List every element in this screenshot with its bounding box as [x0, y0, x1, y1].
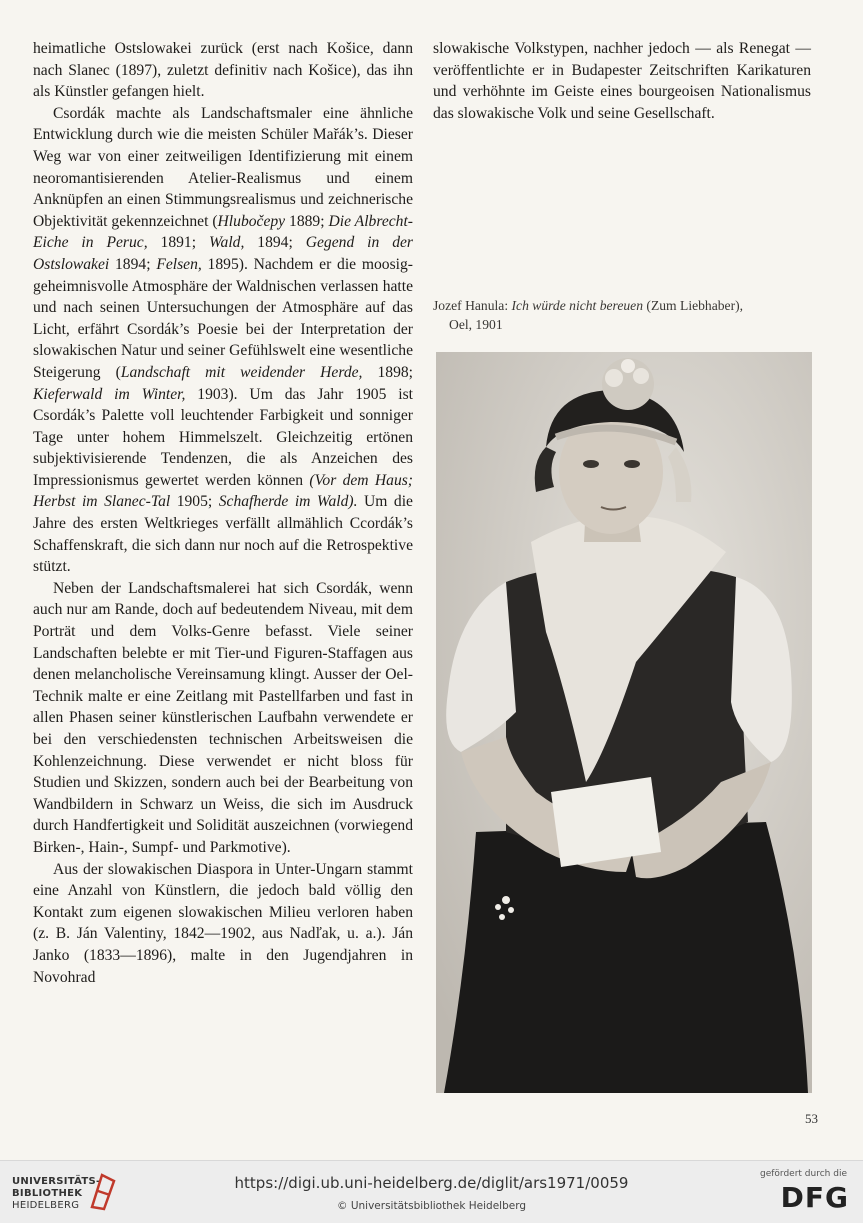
text-run: 1905; — [170, 493, 219, 511]
dfg-logo[interactable]: DFG — [780, 1181, 849, 1214]
text-run: 1903). Um das Jahr 1905 ist Csordák’s Palette voll leuchtender Farbigkeit und sonniger Tage unter hohem Himmelszelt. Gleichzeitig ertönen subjektivisierende Tendenzen, die als Anzeichen des Impressionismus gewertet werden können — [33, 385, 414, 489]
viewer-footer — [0, 1160, 863, 1223]
text-run: Csordák machte als Landschaftsmaler eine ähnliche Entwicklung durch wie die meisten Schüler Mařák’s. Dieser Weg war von einer zeitweiligen Identifizierung mit einem neoromantisierenden Atelier-Realismus und einem Anknüpfen an einen Stimmungsrealismus und zeichnerische Objektivität gekennzeichnet ( — [33, 104, 413, 230]
portrait-photograph — [436, 352, 812, 1093]
text-run: 1889; — [285, 212, 329, 230]
funding-label: gefördert durch die — [760, 1169, 847, 1179]
paragraph-1: heimatliche Ostslowakei zurück (erst nach Košice, dann nach Slanec (1897), zuletzt definitiv nach Košice), das ihn als Künstler gefangen hielt. — [33, 40, 413, 101]
artwork-title: Wald, — [208, 234, 245, 252]
artwork-title: Schafherde im Wald). — [218, 493, 358, 511]
figure-caption — [433, 296, 813, 334]
artwork-title: Kieferwald im Winter, — [33, 385, 186, 403]
text-run: 1891; — [147, 234, 209, 252]
caption-author: Jozef Hanula: — [433, 298, 512, 313]
portrait-image — [436, 352, 812, 1093]
text-run: 1898; — [362, 363, 414, 381]
ub-heidelberg-logo[interactable]: UNIVERSITÄTS- BIBLIOTHEK HEIDELBERG — [12, 1176, 101, 1211]
artwork-title: Landschaft mit weidender Herde, — [120, 363, 363, 381]
caption-medium-year: Oel, 1901 — [449, 317, 503, 332]
caption-title: Ich würde nicht bereuen — [511, 298, 644, 313]
paragraph-3: Neben der Landschaftsmalerei hat sich Csordák, wenn auch nur am Rande, doch auf bedeutendem Niveau, mit dem Porträt und dem Volks-Genre befasst. Viele seiner Landschaften belebte er mit Tier-und Figuren-Staffagen aus denen melancholische Vereinsamung klingt. Ausser der Oel-Technik malte er eine Zeitlang mit Pastellfarben und fast in allen Phasen seiner künstlerischen Laufbahn verwendete er bei den verschiedensten technischen Arbeitsweisen die Kohlenzeichnung. Diese verwendet er nicht bloss für Studien und Skizzen, sondern auch bei der Bearbeitung von Wandbildern in Schwarz un Weiss, die sich im Ausdruck durch Handfertigkeit und Solidität auszeichnen (vorwiegend Birken-, Hain-, Sumpf- und Parkmotive). — [33, 579, 413, 856]
page-number: 53 — [805, 1111, 818, 1126]
right-paragraph-1: slowakische Volkstypen, nachher jedoch — als Renegat — veröffentlichte er in Budapester Zeitschriften Karikaturen und verhöhnte im Geiste eines bourgeoisen Nationalismus das slowakische Volk und seine Gesellschaft. — [433, 40, 811, 122]
artwork-title: Felsen, — [156, 255, 202, 273]
paragraph-4: Aus der slowakischen Diaspora in Unter-Ungarn stammt eine Anzahl von Künstlern, die jedoch bald völlig den Kontakt zum eigenen slowakischen Milieu verloren haben (z. B. Ján Valentiny, 1842—1902, aus Nadľak, u. a.). Ján Janko (1833—1896), malte in den Jugendjahren in Novohrad — [33, 860, 413, 986]
copyright-notice: © Universitätsbibliothek Heidelberg — [336, 1200, 526, 1212]
caption-rest: (Zum Liebhaber), — [643, 298, 744, 313]
text-run: 1895). Nachdem er die moosig-geheimnisvolle Atmosphäre der Waldnischen verlassen hatte und nach seinen Untersuchungen der Atmosphäre auf das Licht, erfährt Csordák’s Poesie bei der Interpretation der slowakischen Natur und seiner Gefühlswelt eine wesentliche Steigerung ( — [33, 255, 413, 381]
paragraph-2 — [33, 103, 413, 578]
text-run: Um die Jahre des ersten Weltkrieges verfällt allmählich Ccordák’s Schaffenskraft, die sich dann nur noch auf die Retrospektive stützt. — [33, 493, 413, 576]
right-text-column — [433, 38, 811, 124]
text-run: 1894; — [244, 234, 306, 252]
artwork-title: Gegend in der Ostslowakei — [33, 234, 414, 273]
artwork-title: Die Albrecht- Eiche in Peruc, — [33, 212, 413, 252]
left-text-column — [33, 38, 413, 988]
permalink-url[interactable]: https://digi.ub.uni-heidelberg.de/diglit/ars1971/0059 — [234, 1174, 629, 1192]
text-run: 1894; — [109, 255, 157, 273]
artwork-title: Hlubočepy — [217, 212, 286, 230]
artwork-title: (Vor dem Haus; Herbst im Slanec-Tal — [33, 471, 413, 511]
